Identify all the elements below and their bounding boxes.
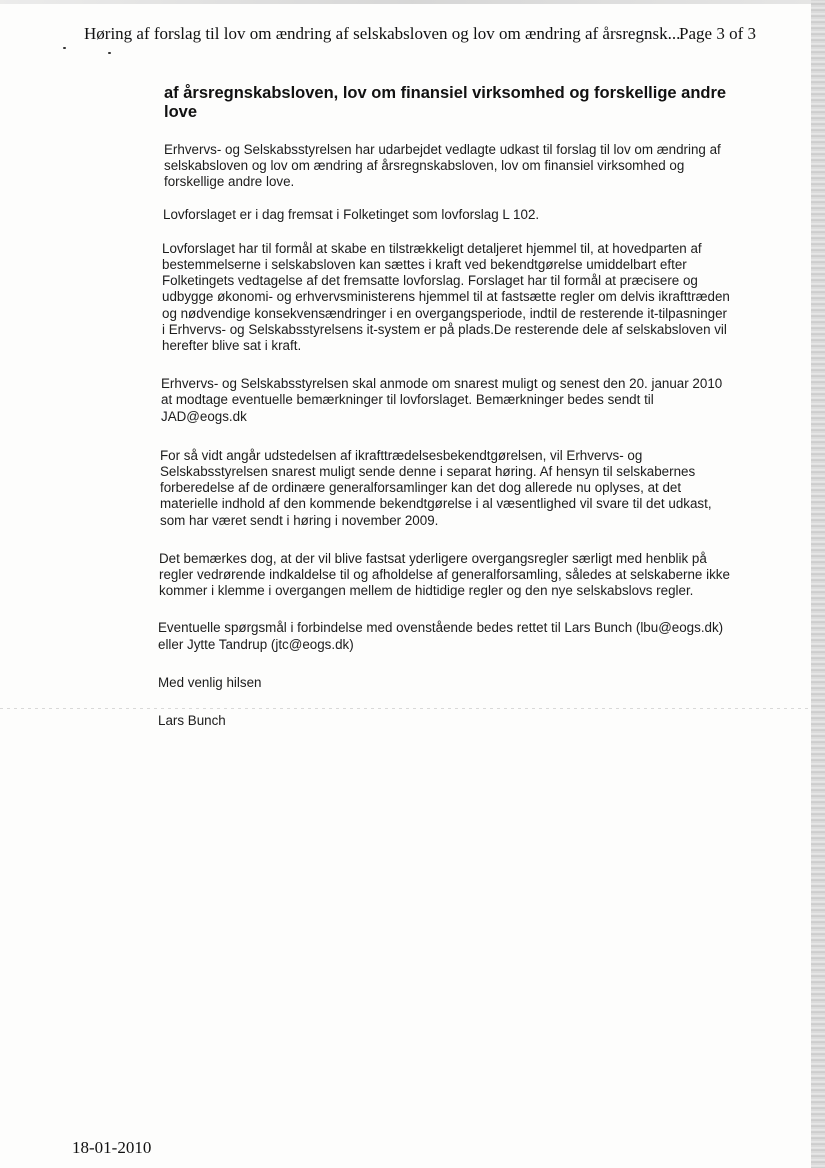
scan-speck bbox=[63, 47, 66, 49]
paragraph-purpose: Lovforslaget har til formål at skabe en tilstrækkeligt detaljeret hjemmel til, at hovedparten af bestemmelserne i selskabsloven kan sættes i kraft ved bekendtgørelse umiddelbart efter Folketingets vedtagelse af det fremsatte lovforslag. Forslaget har til formål at præcisere og udbygge økonomi- og erhvervsministerens hjemmel til at fastsætte regler om delvis ikrafttræden og nødvendige konsekvensændringer i en overgangsperiode, indtil de resterende it-tilpasninger i Erhvervs- og Selskabsstyrelsens it-system er på plads.De resterende dele af selskabsloven vil herefter blive sat i kraft. bbox=[162, 240, 730, 354]
page-number: Page 3 of 3 bbox=[679, 24, 756, 43]
paragraph-executive-order: For så vidt angår udstedelsen af ikrafttrædelsesbekendtgørelsen, vil Erhvervs- og Selskabsstyrelsen snarest muligt sende denne i separat høring. Af hensyn til selskabernes forberedelse af de ordinære generalforsamlinger kan det dog allerede nu oplyses, at det materielle indhold af den kommende bekendtgørelse i al væsentlighed vil svare til det udkast, som har været sendt i høring i november 2009. bbox=[160, 447, 712, 528]
paragraph-transition-rules: Det bemærkes dog, at der vil blive fastsat yderligere overgangsregler særligt med henblik på regler vedrørende indkaldelse til og afholdelse af generalforsamling, således at selskaberne ikke kommer i klemme i overgangen mellem de hidtidige regler og den nye selskabslovs regler. bbox=[159, 550, 730, 599]
scan-top-edge bbox=[0, 0, 825, 4]
document-heading: af årsregnskabsloven, lov om finansiel virksomhed og forskellige andre love bbox=[164, 84, 727, 121]
footer-date: 18-01-2010 bbox=[72, 1138, 152, 1157]
document-body bbox=[158, 84, 758, 745]
scan-artifact-line bbox=[0, 708, 811, 709]
closing-greeting: Med venlig hilsen bbox=[158, 674, 262, 690]
signature-name: Lars Bunch bbox=[158, 713, 226, 729]
header-title: Høring af forslag til lov om ændring af selskabsloven og lov om ændring af årsregnsk... bbox=[84, 24, 681, 43]
paragraph-bill-presented: Lovforslaget er i dag fremsat i Folketinget som lovforslag L 102. bbox=[163, 206, 540, 222]
scan-speck bbox=[108, 52, 111, 54]
page-header bbox=[84, 24, 756, 46]
paragraph-deadline: Erhvervs- og Selskabsstyrelsen skal anmode om snarest muligt og senest den 20. januar 2010 at modtage eventuelle bemærkninger til lovforslaget. Bemærkninger bedes sendt til JAD@eogs.dk bbox=[161, 376, 723, 424]
scan-right-edge bbox=[811, 0, 825, 1168]
paragraph-intro: Erhvervs- og Selskabsstyrelsen har udarbejdet vedlagte udkast til forslag til lov om ændring af selskabsloven og lov om ændring af årsregnskabsloven, lov om finansiel virksomhed og forskellige andre love. bbox=[164, 142, 721, 190]
paragraph-contacts: Eventuelle spørgsmål i forbindelse med ovenstående bedes rettet til Lars Bunch (lbu@eogs.dk) eller Jytte Tandrup (jtc@eogs.dk) bbox=[158, 620, 724, 652]
